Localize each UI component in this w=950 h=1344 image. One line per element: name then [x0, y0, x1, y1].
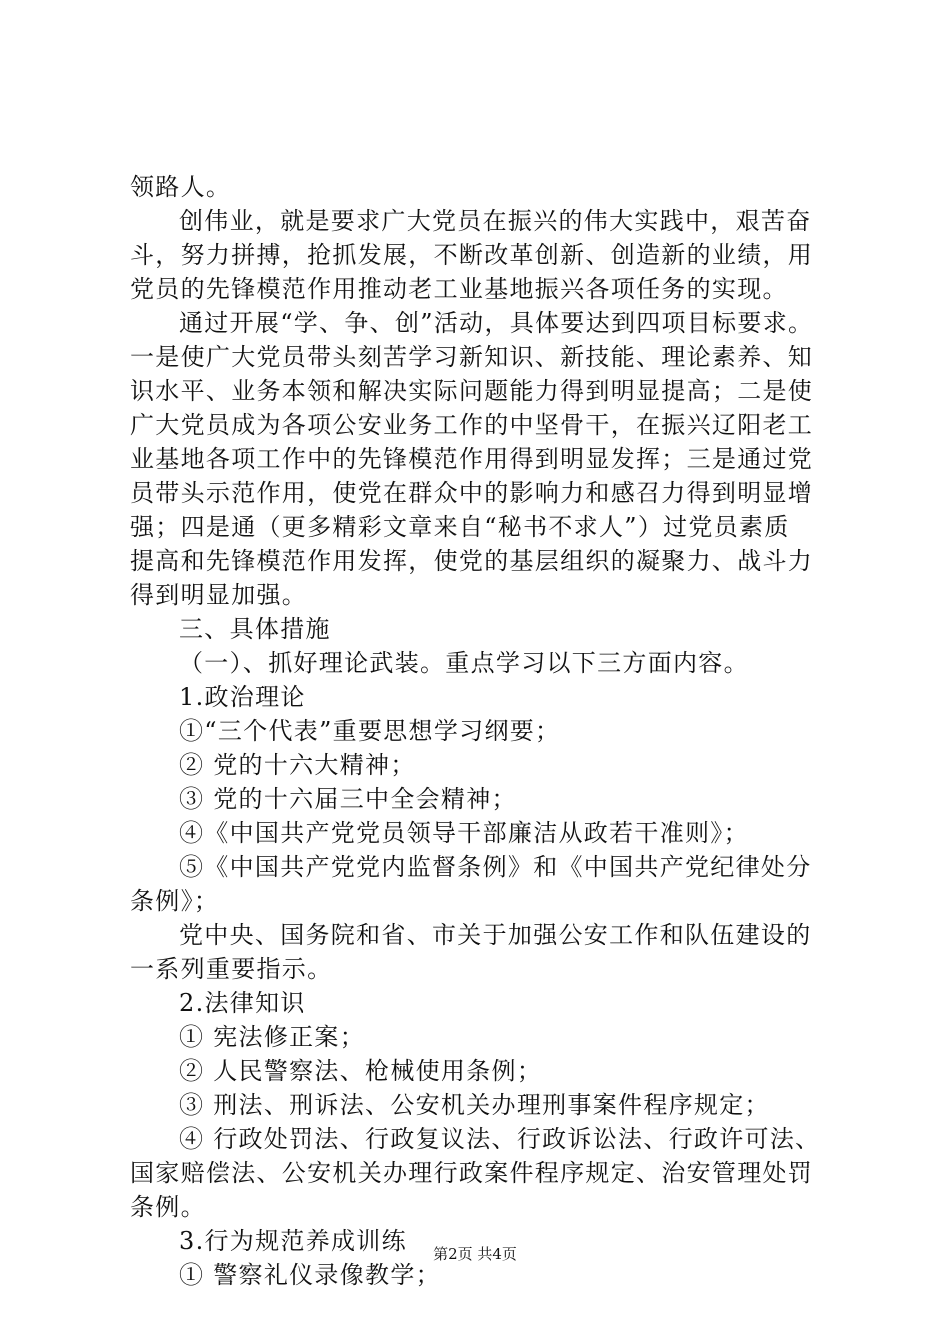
text-line: 广大党员成为各项公安业务工作的中坚骨干，在振兴辽阳老工 [130, 411, 814, 439]
text-line: 强；四是通（更多精彩文章来自“秘书不求人”）过党员素质 [130, 513, 790, 541]
text-line: ④ 行政处罚法、行政复议法、行政诉讼法、行政许可法、 [179, 1125, 821, 1153]
text-line: 通过开展“学、争、创”活动，具体要达到四项目标要求。 [179, 309, 814, 337]
text-line: ⑤《中国共产党党内监督条例》和《中国共产党纪律处分 [179, 853, 812, 881]
text-line: 领路人。 [130, 173, 232, 201]
text-line: 条例。 [130, 1193, 206, 1221]
text-line: ② 人民警察法、枪械使用条例； [179, 1057, 543, 1085]
text-line: ③ 党的十六届三中全会精神； [179, 785, 517, 813]
text-line: 创伟业，就是要求广大党员在振兴的伟大实践中，艰苦奋 [179, 207, 812, 235]
text-line: ② 党的十六大精神； [179, 751, 416, 779]
text-line: ① 警察礼仪录像教学； [179, 1261, 441, 1289]
text-line: 提高和先锋模范作用发挥，使党的基层组织的凝聚力、战斗力 [130, 547, 814, 575]
text-line: 斗，努力拼搏，抢抓发展，不断改革创新、创造新的业绩，用 [130, 241, 814, 269]
text-line: 员带头示范作用，使党在群众中的影响力和感召力得到明显增 [130, 479, 814, 507]
text-line: （一）、抓好理论武装。重点学习以下三方面内容。 [179, 649, 749, 677]
text-line: 条例》； [130, 887, 220, 915]
text-line: 党员的先锋模范作用推动老工业基地振兴各项任务的实现。 [130, 275, 788, 303]
text-line: 一是使广大党员带头刻苦学习新知识、新技能、理论素养、知 [130, 343, 814, 371]
text-line: 3.行为规范养成训练 [179, 1227, 407, 1255]
page-footer: 第2页 共4页 [433, 1245, 517, 1263]
text-line: 国家赔偿法、公安机关办理行政案件程序规定、治安管理处罚 [130, 1159, 814, 1187]
text-line: 得到明显加强。 [130, 581, 308, 609]
text-line: 业基地各项工作中的先锋模范作用得到明显发挥；三是通过党 [130, 445, 814, 473]
text-line: 2.法律知识 [179, 989, 306, 1017]
text-line: ③ 刑法、刑诉法、公安机关办理刑事案件程序规定； [179, 1091, 770, 1119]
text-line: 识水平、业务本领和解决实际问题能力得到明显提高；二是使 [130, 377, 814, 405]
text-line: 党中央、国务院和省、市关于加强公安工作和队伍建设的 [179, 921, 812, 949]
text-line: ④《中国共产党党员领导干部廉洁从政若干准则》； [179, 819, 749, 847]
text-line: 一系列重要指示。 [130, 955, 333, 983]
text-line: 1.政治理论 [179, 683, 306, 711]
document-body [130, 170, 835, 1292]
text-line: 三、具体措施 [179, 615, 331, 643]
text-line: ① 宪法修正案； [179, 1023, 366, 1051]
text-line: ①“三个代表”重要思想学习纲要； [179, 717, 561, 745]
